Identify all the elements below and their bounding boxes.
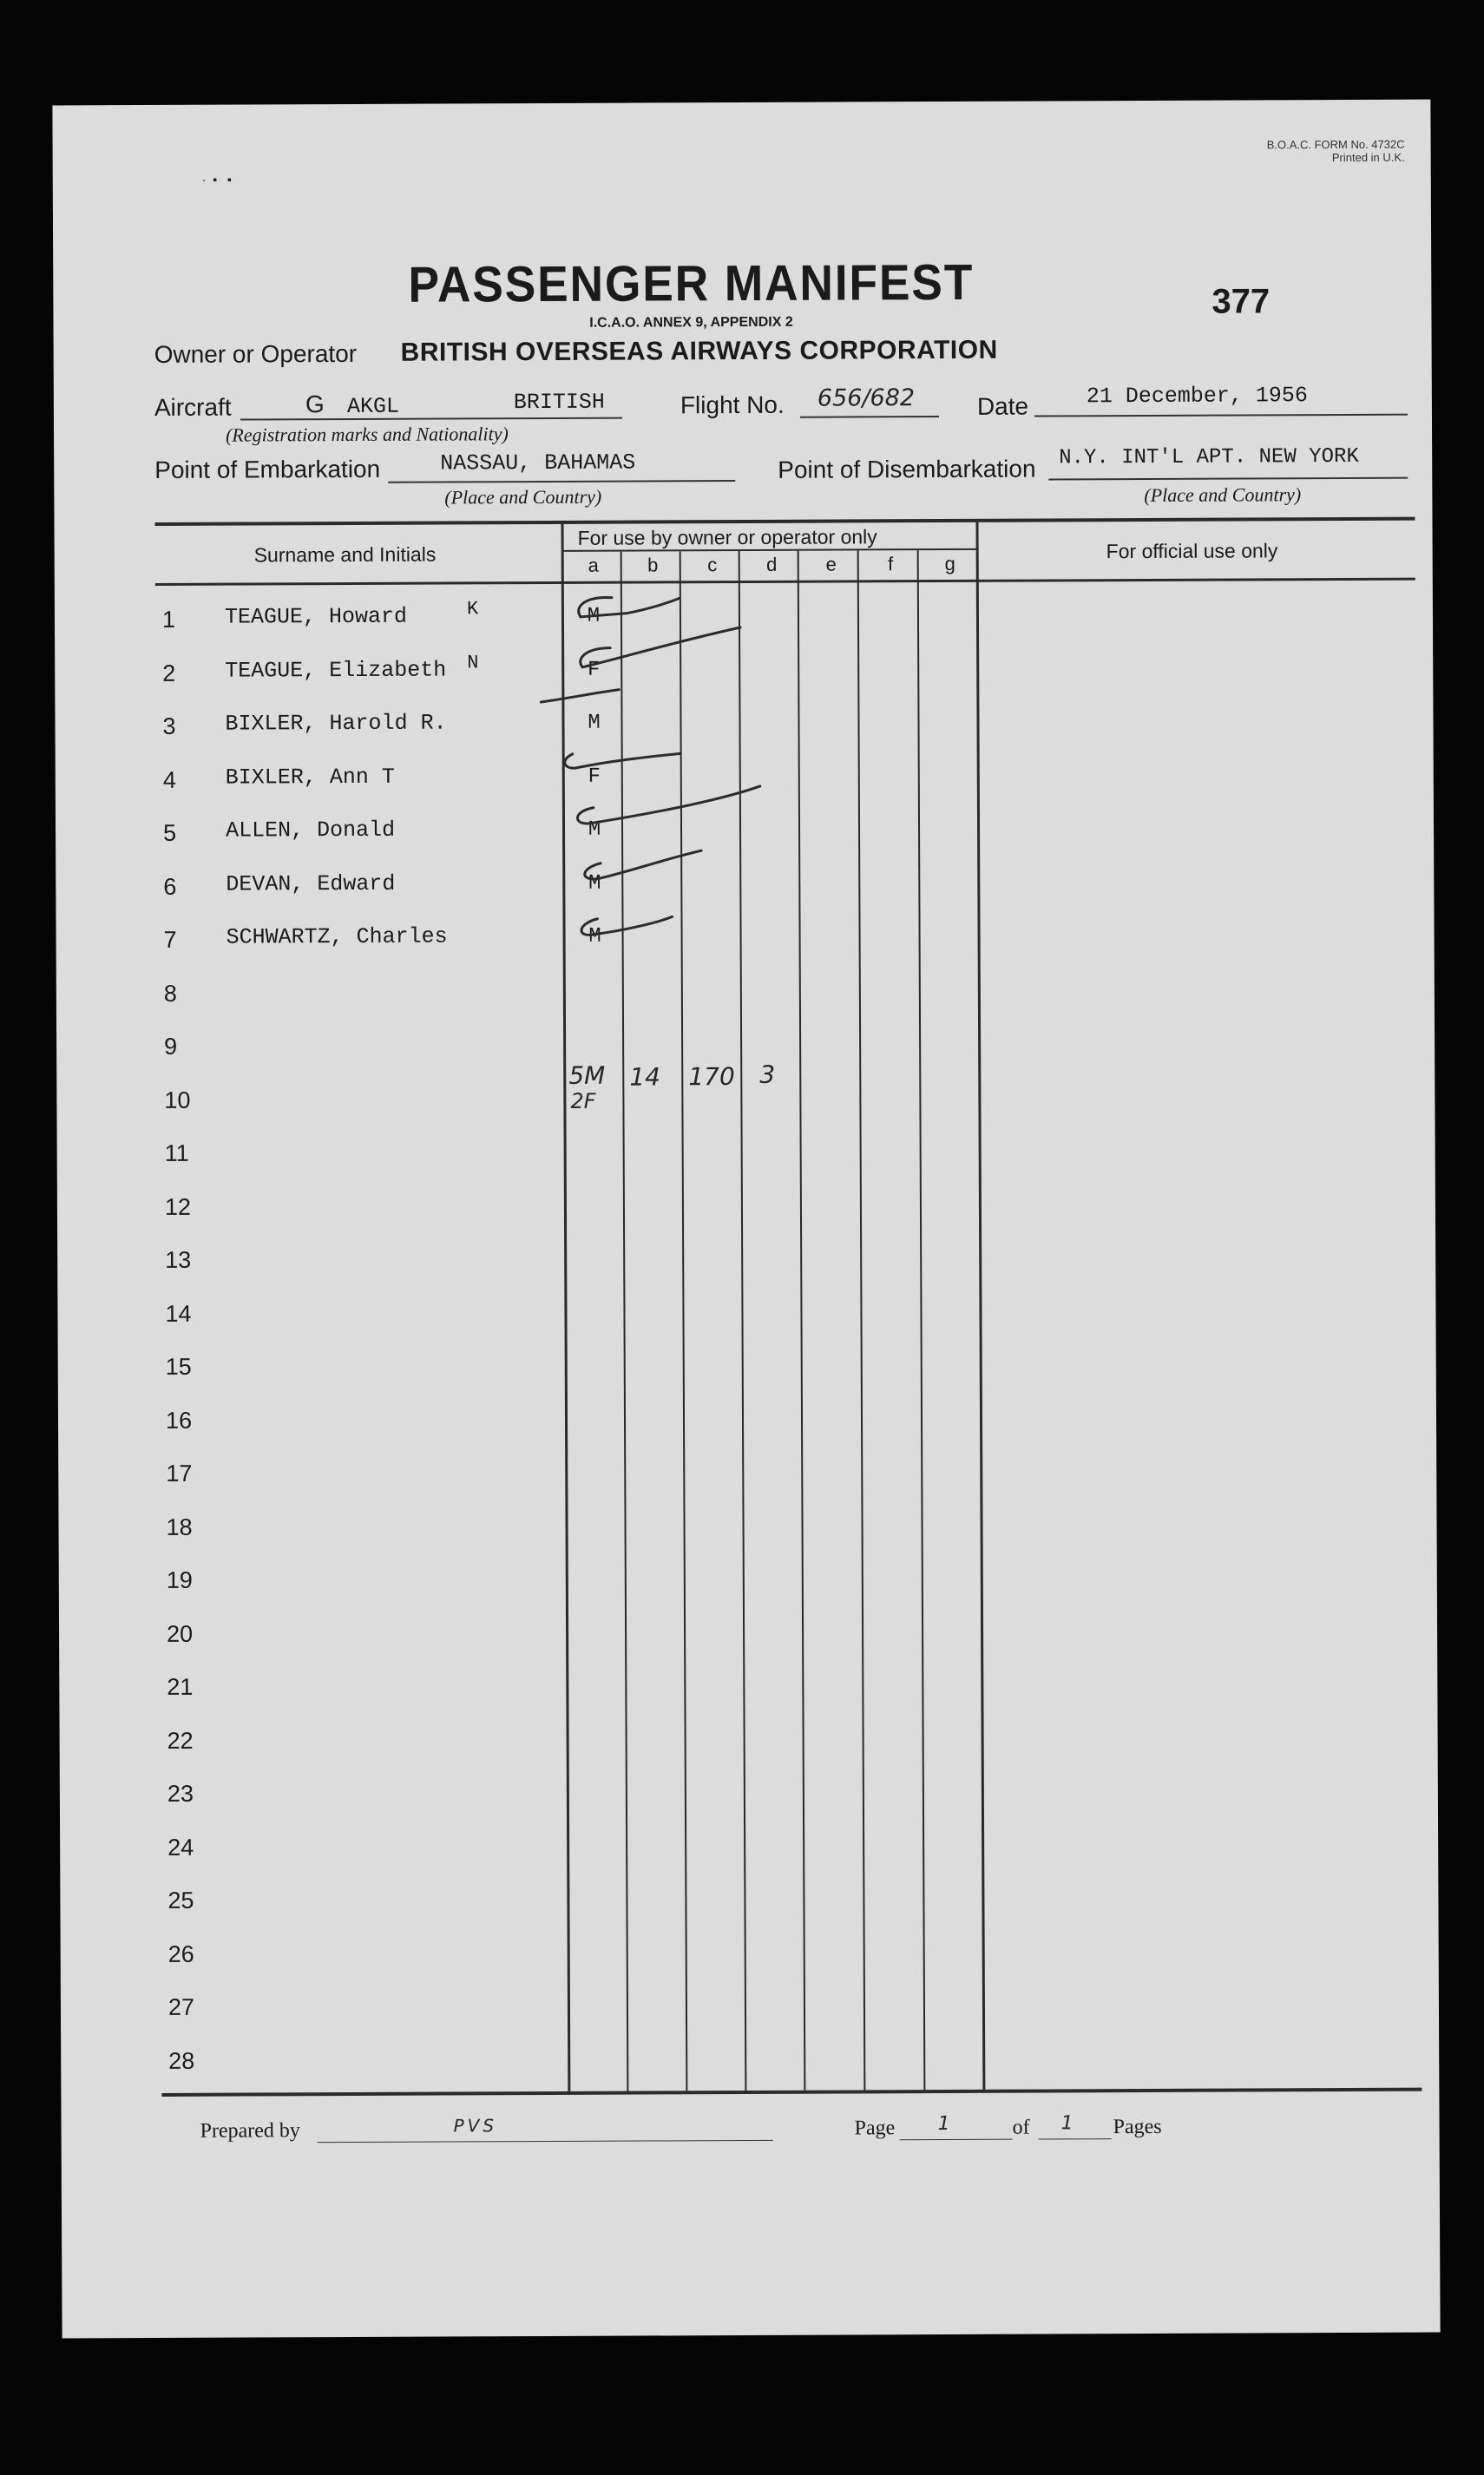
row-number: 25 <box>167 1887 194 1914</box>
passenger-sex: F <box>587 658 601 682</box>
row-number: 17 <box>166 1460 193 1487</box>
row-number: 22 <box>167 1727 194 1754</box>
date-value: 21 December, 1956 <box>1086 383 1308 410</box>
check-mark-5 <box>577 786 760 824</box>
row-number: 2 <box>162 660 176 686</box>
subcolumn-header-b: b <box>647 554 659 576</box>
passenger-sex: M <box>587 604 601 628</box>
embarkation-label: Point of Embarkation <box>154 455 381 483</box>
page-number: 1 <box>937 2112 950 2136</box>
surname-header: Surname and Initials <box>253 542 437 567</box>
page-subtitle: I.C.A.O. ANNEX 9, APPENDIX 2 <box>589 314 793 331</box>
row-number: 14 <box>165 1300 192 1327</box>
flight-value: 656/682 <box>817 384 916 412</box>
subcolumn-header-g: g <box>944 552 955 574</box>
disembarkation-value: N.Y. INT'L APT. NEW YORK <box>1059 444 1359 470</box>
serial-number: 377 <box>1211 282 1271 321</box>
passenger-initial: N <box>467 651 479 673</box>
row-number: 23 <box>167 1780 194 1807</box>
row-number: 26 <box>167 1940 194 1967</box>
row-number: 20 <box>167 1620 194 1647</box>
row-number: 11 <box>164 1139 189 1166</box>
row-number: 5 <box>162 819 177 846</box>
row-number: 4 <box>162 766 176 793</box>
row-number: 1 <box>161 606 176 633</box>
passenger-sex: F <box>588 765 601 789</box>
embarkation-value: NASSAU, BAHAMAS <box>440 450 636 476</box>
passenger-name: ALLEN, Donald <box>225 817 396 844</box>
row-number: 15 <box>165 1353 192 1380</box>
page-total: 1 <box>1060 2112 1074 2135</box>
date-label: Date <box>976 392 1029 420</box>
flight-label: Flight No. <box>680 391 785 419</box>
check-mark-3 <box>541 690 619 702</box>
disembarkation-label: Point of Disembarkation <box>778 455 1036 483</box>
passenger-initial: K <box>466 598 479 620</box>
printed-in-text: Printed in U.K. <box>1331 150 1405 165</box>
prepared-by-label: Prepared by <box>200 2119 300 2143</box>
passenger-name: TEAGUE, Howard <box>224 603 408 630</box>
row-number: 12 <box>164 1193 192 1220</box>
total-a-line1: 5M <box>568 1060 606 1090</box>
row-number: 21 <box>167 1673 194 1700</box>
aircraft-registration: AKGL <box>346 393 399 419</box>
row-number: 16 <box>165 1407 193 1434</box>
total-c: 170 <box>688 1062 735 1092</box>
check-mark-7 <box>581 916 673 935</box>
total-a-line2: 2F <box>570 1088 596 1113</box>
subcolumn-header-e: e <box>825 553 837 575</box>
owner-value: BRITISH OVERSEAS AIRWAYS CORPORATION <box>400 335 998 367</box>
passenger-sex: M <box>588 711 601 735</box>
owner-label: Owner or Operator <box>154 339 358 368</box>
prepared-by-value: PVS <box>453 2115 498 2137</box>
passenger-name: TEAGUE, Elizabeth <box>225 657 447 684</box>
aircraft-label: Aircraft <box>154 393 232 421</box>
pen-annotations <box>52 100 1440 2339</box>
row-number: 19 <box>166 1566 193 1593</box>
row-number: 28 <box>168 2047 195 2074</box>
subcolumn-header-d: d <box>766 553 778 575</box>
subcolumn-header-f: f <box>888 553 894 575</box>
check-mark-4 <box>565 753 680 768</box>
disembarkation-caption: (Place and Country) <box>1144 483 1302 506</box>
total-b: 14 <box>629 1062 660 1092</box>
row-number: 3 <box>162 712 176 739</box>
row-number: 9 <box>164 1033 178 1060</box>
passenger-sex: M <box>588 924 601 949</box>
page-label: Page <box>854 2117 896 2140</box>
page-title: PASSENGER MANIFEST <box>408 253 975 313</box>
row-number: 10 <box>164 1087 191 1113</box>
subcolumn-header-a: a <box>588 554 599 576</box>
aircraft-prefix: G <box>305 391 325 418</box>
passenger-sex: M <box>588 871 601 896</box>
check-mark-6 <box>585 850 702 879</box>
aircraft-nationality: BRITISH <box>513 389 605 416</box>
passenger-name: SCHWARTZ, Charles <box>226 923 448 950</box>
passenger-name: BIXLER, Ann T <box>225 764 395 791</box>
owner-use-header: For use by owner or operator only <box>577 525 877 549</box>
row-number: 7 <box>163 926 177 953</box>
form-number-text: B.O.A.C. FORM No. 4732C <box>1266 137 1405 152</box>
embarkation-caption: (Place and Country) <box>444 485 602 509</box>
check-mark-1 <box>579 597 680 617</box>
passenger-sex: M <box>588 817 601 842</box>
row-number: 8 <box>163 980 177 1007</box>
passenger-name: BIXLER, Harold R. <box>225 710 447 737</box>
passenger-name: DEVAN, Edward <box>226 870 396 897</box>
row-number: 6 <box>163 873 177 900</box>
of-label: of <box>1012 2116 1030 2139</box>
pages-label: Pages <box>1113 2115 1162 2139</box>
check-mark-2 <box>581 627 741 667</box>
manifest-sheet <box>52 100 1440 2339</box>
speck-marks: · ▪ ▪ <box>201 172 232 187</box>
row-number: 24 <box>167 1834 194 1861</box>
subcolumn-header-c: c <box>707 554 718 576</box>
aircraft-caption: (Registration marks and Nationality) <box>225 423 509 446</box>
row-number: 13 <box>165 1246 192 1273</box>
row-number: 27 <box>167 1993 195 2020</box>
total-d: 3 <box>759 1060 776 1089</box>
official-use-header: For official use only <box>1106 539 1278 563</box>
row-number: 18 <box>166 1513 193 1540</box>
